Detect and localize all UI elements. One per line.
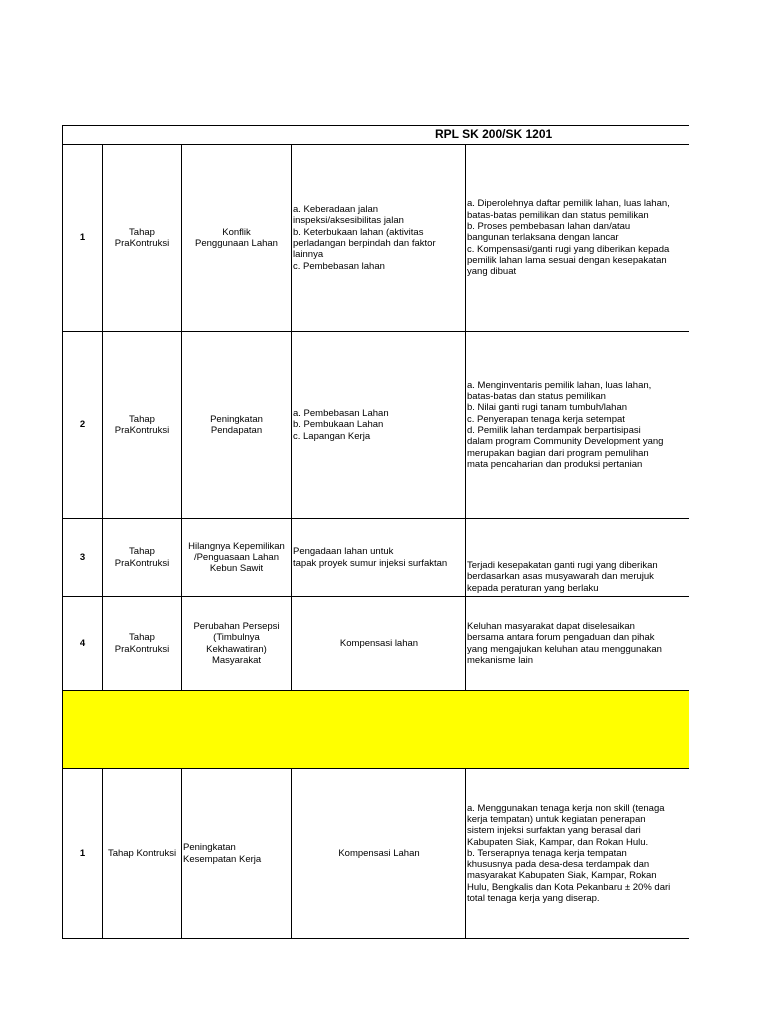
stage-cell: Tahap PraKontruksi bbox=[103, 597, 182, 690]
indicator-cell: Terjadi kesepakatan ganti rugi yang diberikan berdasarkan asas musyawarah dan merujuk kepada peraturan yang berlaku bbox=[467, 560, 658, 594]
row-number: 1 bbox=[63, 145, 103, 331]
source-cell: Kompensasi lahan bbox=[292, 597, 466, 690]
impact-cell: Konflik Penggunaan Lahan bbox=[182, 145, 292, 331]
stage-cell: Tahap PraKontruksi bbox=[103, 332, 182, 518]
indicator-cell: a. Diperolehnya daftar pemilik lahan, luas lahan, batas-batas pemilikan dan status pemilikan b. Proses pembebasan lahan dan/atau bangunan terlaksana dengan lancar c. Kompensasi/ganti rugi yang diberikan kepada pemilik lahan lama sesuai dengan kesepakatan yang dibuat bbox=[467, 198, 670, 278]
table-row bbox=[63, 597, 689, 691]
impact-cell: Peningkatan Kesempatan Kerja bbox=[182, 769, 292, 938]
impact-cell: Peningkatan Pendapatan bbox=[182, 332, 292, 518]
indicator-cell: a. Menginventaris pemilik lahan, luas lahan, batas-batas dan status pemilikan b. Nilai ganti rugi tanam tumbuh/lahan c. Penyerapan tenaga kerja setempat d. Pemilik lahan terdampak berpartisipasi dalam program Community Development yang merupakan bagian dari program pemulihan mata pencaharian dan produksi pertanian bbox=[467, 379, 664, 470]
row-number: 1 bbox=[63, 769, 103, 938]
indicator-cell: Keluhan masyarakat dapat diselesaikan bersama antara forum pengaduan dan pihak yang mengajukan keluhan atau menggunakan mekanisme lain bbox=[467, 620, 662, 666]
source-cell: a. Keberadaan jalan inspeksi/aksesibilitas jalan b. Keterbukaan lahan (aktivitas perladangan berpindah dan faktor lainnya c. Pembebasan lahan bbox=[292, 145, 466, 331]
impact-cell: Hilangnya Kepemilikan /Penguasaan Lahan Kebun Sawit bbox=[182, 519, 292, 596]
stage-cell: Tahap PraKontruksi bbox=[103, 145, 182, 331]
section-separator-band bbox=[63, 691, 689, 769]
indicator-cell: a. Menggunakan tenaga kerja non skill (tenaga kerja tempatan) untuk kegiatan penerapan sistem injeksi surfaktan yang berasal dari Kabupaten Siak, Kampar, dan Rokan Hulu. b. Terserapnya tenaga kerja tempatan khususnya pada desa-desa terdampak dan masyarakat Kabupaten Siak, Kampar, Rokan Hulu, Bengkalis dan Kota Pekanbaru ± 20% dari total tenaga kerja yang diserap. bbox=[467, 802, 671, 905]
table-row bbox=[63, 519, 689, 597]
row-number: 3 bbox=[63, 519, 103, 596]
source-cell: Kompensasi Lahan bbox=[292, 769, 466, 938]
row-number: 4 bbox=[63, 597, 103, 690]
table-row bbox=[63, 145, 689, 332]
rpl-table bbox=[62, 125, 689, 939]
table-row bbox=[63, 769, 689, 939]
stage-cell: Tahap Kontruksi bbox=[103, 769, 182, 938]
row-number: 2 bbox=[63, 332, 103, 518]
impact-cell: Perubahan Persepsi (Timbulnya Kekhawatiran) Masyarakat bbox=[182, 597, 292, 690]
table-title: RPL SK 200/SK 1201 bbox=[435, 127, 553, 141]
source-cell: a. Pembebasan Lahan b. Pembukaan Lahan c. Lapangan Kerja bbox=[292, 332, 466, 518]
table-row bbox=[63, 332, 689, 519]
source-cell: Pengadaan lahan untuk tapak proyek sumur injeksi surfaktan bbox=[292, 519, 466, 596]
stage-cell: Tahap PraKontruksi bbox=[103, 519, 182, 596]
table-title-row bbox=[63, 126, 689, 145]
